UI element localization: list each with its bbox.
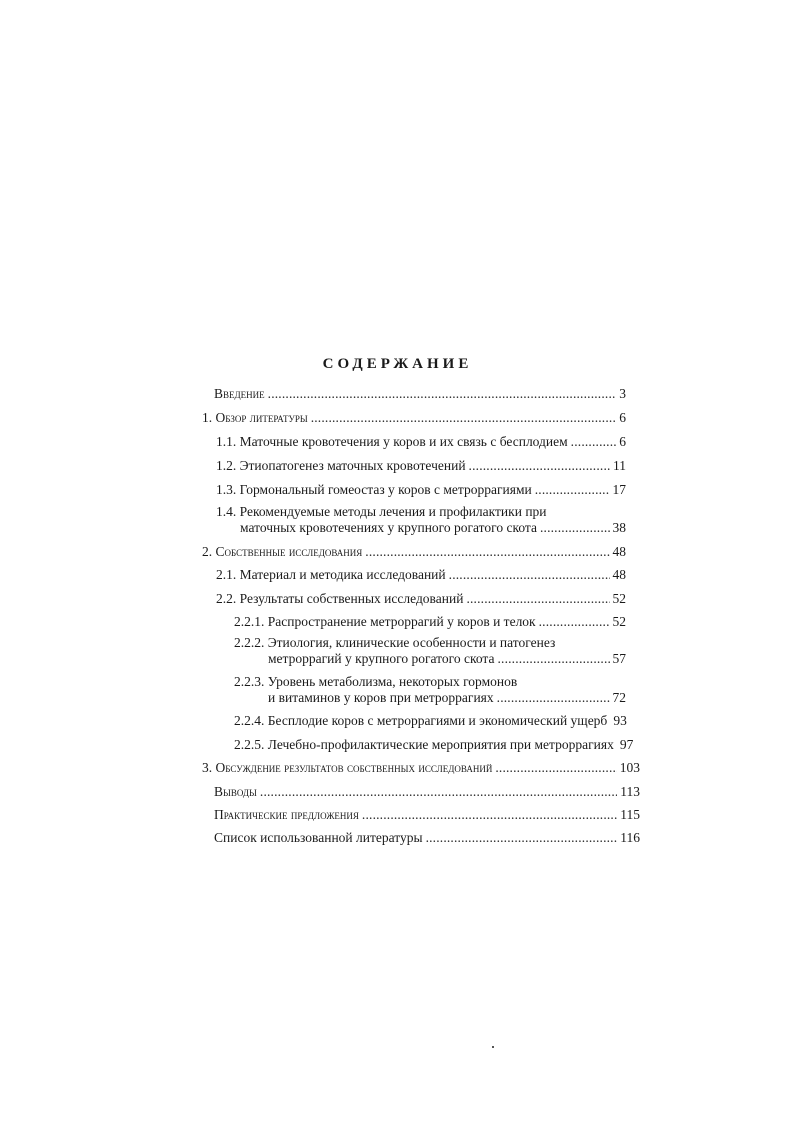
toc-entry-1-2[interactable] [216, 458, 626, 474]
toc-entry-title: Практические предложения [214, 807, 359, 822]
toc-entry-conclusions[interactable] [214, 784, 640, 800]
toc-entry-page: 57 [612, 651, 626, 666]
dot-leader [497, 651, 609, 667]
dot-leader [268, 386, 617, 402]
toc-entry-page: 3 [619, 386, 626, 401]
toc-entry-title: 1. Обзор литературы [202, 410, 308, 425]
dot-leader [311, 410, 617, 426]
dot-leader [362, 807, 617, 823]
toc-entry-bibliography[interactable] [214, 830, 640, 846]
toc-entry-page: 93 [613, 713, 627, 728]
toc-entry-title: Введение [214, 386, 265, 401]
dot-leader [469, 458, 610, 474]
toc-entry-page: 116 [620, 830, 640, 845]
toc-entry-2-2-2[interactable] [234, 635, 626, 667]
dot-leader [535, 482, 610, 498]
toc-entry-page: 115 [620, 807, 640, 822]
toc-entry-page: 48 [612, 567, 626, 582]
dot-leader [260, 784, 617, 800]
toc-entry-page: 97 [619, 737, 634, 752]
dot-leader [571, 434, 617, 450]
toc-entry-page: 52 [612, 591, 626, 606]
toc-entry-1-1[interactable] [216, 434, 626, 450]
toc-entry-title: 1.4. Рекомендуемые методы лечения и профилактики при [216, 504, 547, 519]
toc-entry-title: 1.3. Гормональный гомеостаз у коров с метроррагиями [216, 482, 532, 497]
toc-entry-page: 103 [619, 760, 640, 775]
toc-entry-title: 2.2.3. Уровень метаболизма, некоторых гормонов [234, 674, 518, 689]
toc-entry-page: 6 [619, 434, 626, 449]
toc-entry-title: 2.2.2. Этиология, клинические особенности и патогенез [234, 635, 556, 650]
dot-leader [497, 690, 610, 706]
dot-leader [540, 520, 610, 536]
toc-entry-page: 48 [612, 544, 626, 559]
toc-entry-title-continuation: маточных кровотечениях у крупного рогатого скота [240, 520, 537, 535]
toc-entry-2-1[interactable] [216, 567, 626, 583]
toc-entry-title: 1.1. Маточные кровотечения у коров и их связь с бесплодием [216, 434, 568, 449]
dot-leader [426, 830, 618, 846]
toc-entry-title: 2.2.1. Распространение метроррагий у коров и телок [234, 614, 536, 629]
toc-entry-2-2-4[interactable] [234, 713, 626, 729]
toc-entry-title: 2.2.5. Лечебно-профилактические мероприятия при метроррагиях [234, 737, 614, 752]
dot-leader [449, 567, 610, 583]
toc-entry-2-2[interactable] [216, 591, 626, 607]
toc-entry-page: 72 [612, 690, 626, 705]
toc-entry-page: 38 [612, 520, 626, 535]
toc-entry-page: 6 [619, 410, 626, 425]
toc-entry-chapter-2[interactable] [202, 544, 626, 560]
dot-leader [495, 760, 616, 776]
page-title: СОДЕРЖАНИЕ [322, 356, 473, 372]
toc-entry-title: 2.2.4. Бесплодие коров с метроррагиями и экономический ущерб [234, 713, 608, 728]
toc-entry-chapter-1[interactable] [202, 410, 626, 426]
dot-leader [365, 544, 609, 560]
toc-entry-1-4[interactable] [216, 504, 626, 536]
dot-leader [539, 614, 610, 630]
toc-entry-2-2-5[interactable] [234, 737, 634, 753]
toc-entry-title-continuation: и витаминов у коров при метроррагиях [268, 690, 494, 705]
scan-speck [492, 1046, 494, 1048]
dot-leader [466, 591, 609, 607]
toc-entry-title: 3. Обсуждение результатов собственных исследований [202, 760, 493, 775]
toc-entry-title: 1.2. Этиопатогенез маточных кровотечений [216, 458, 466, 473]
toc-entry-2-2-1[interactable] [234, 614, 626, 630]
toc-entry-title: Выводы [214, 784, 257, 799]
toc-entry-2-2-3[interactable] [234, 674, 626, 706]
toc-entry-practical-proposals[interactable] [214, 807, 640, 823]
toc-entry-title: 2. Собственные исследования [202, 544, 363, 559]
toc-entry-title: Список использованной литературы [214, 830, 423, 845]
toc-entry-page: 113 [620, 784, 640, 799]
toc-entry-page: 17 [612, 482, 626, 497]
toc-entry-introduction[interactable] [214, 386, 626, 402]
toc-entry-chapter-3[interactable] [202, 760, 640, 776]
toc-entry-title-continuation: метроррагий у крупного рогатого скота [268, 651, 495, 666]
toc-entry-1-3[interactable] [216, 482, 626, 498]
toc-entry-page: 52 [612, 614, 626, 629]
toc-entry-title: 2.1. Материал и методика исследований [216, 567, 446, 582]
toc-entry-title: 2.2. Результаты собственных исследований [216, 591, 464, 606]
toc-entry-page: 11 [613, 458, 626, 473]
